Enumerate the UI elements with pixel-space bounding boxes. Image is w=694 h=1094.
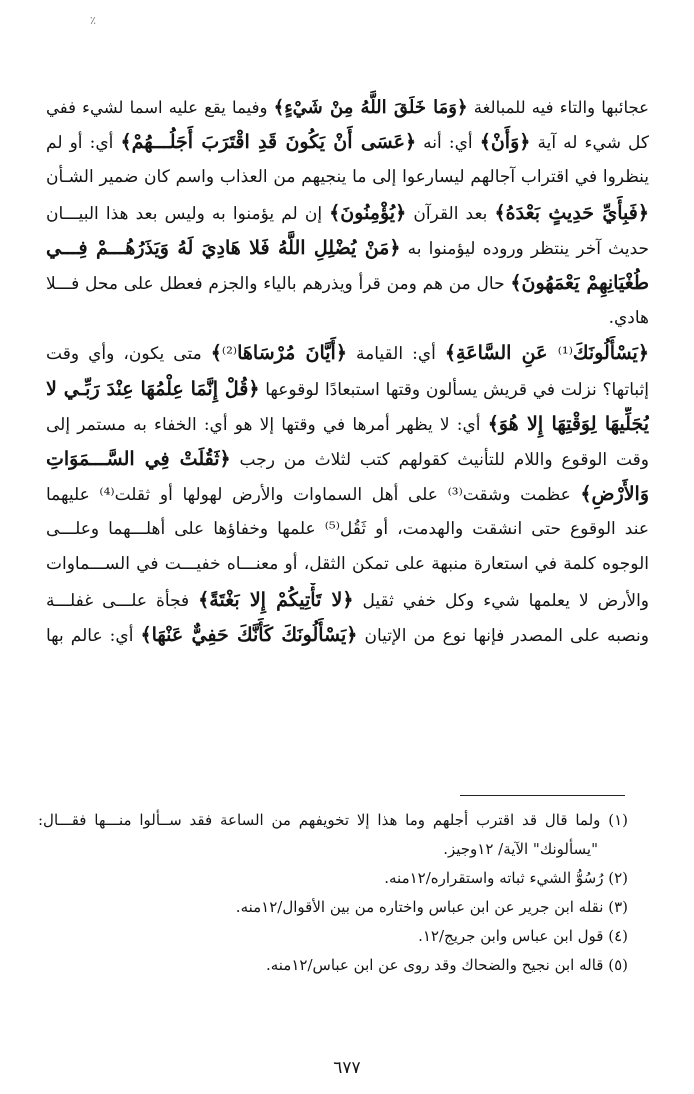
page-number: ٦٧٧ (333, 1058, 361, 1078)
quran-quote: ﴿ثَقُلَتْ فِي السَّـــمَوَاتِ (46, 447, 231, 470)
text-line (46, 266, 649, 301)
quran-quote: ﴿وَمَا خَلَقَ اللَّهُ مِنْ شَيْءٍ﴾ (273, 97, 468, 118)
quran-quote: عَنِ السَّاعَةِ﴾ (444, 342, 558, 365)
text-line (46, 442, 649, 477)
text-line (46, 583, 649, 618)
quran-quote: ﴿يَسْأَلُونَكَ (572, 342, 649, 365)
footnotes (38, 806, 628, 980)
text-line (46, 231, 649, 266)
quran-quote: ﴿يَسْأَلُونَكَ كَأَنَّكَ حَفِيٌّ عَنْهَا﴾ (140, 623, 358, 646)
quran-quote: ﴿قُلْ إِنَّمَا عِلْمُهَا عِنْدَ رَبِّـي لا (46, 377, 260, 400)
quran-quote: ﴾ (210, 342, 222, 365)
quran-quote: ﴿أَيَّانَ مُرْسَاهَا (237, 342, 347, 365)
commentary-text: إثباتها؟ نزلت في قريش يسألون وقتها استبعادًا لوقوعها (259, 379, 649, 400)
text-line (46, 336, 649, 371)
commentary-text: كل شيء له آية (530, 133, 649, 154)
text-line (46, 125, 649, 160)
quran-quote: يُجَلِّيهَا لِوَقْتِهَا إِلا هُوَ﴾ (487, 412, 649, 435)
commentary-text: والأرض لا يعلمها شيء وكل خفي ثقيل (353, 590, 649, 611)
text-line (46, 372, 649, 407)
quran-quote: طُغْيَانِهِمْ يَعْمَهُونَ﴾ (510, 271, 649, 294)
quran-quote: ﴿مَنْ يُضْلِلِ اللَّهُ فَلا هَادِيَ لَهُ وَيَذَرُهُـــمْ فِـــي (46, 236, 401, 259)
footnote-1-continued: "يسألونك" الآية/ ١٢وجيز. (443, 840, 598, 858)
commentary-text: وقت الوقوع واللام للتأنيث كقولهم كتب لثلاث من رجب (230, 449, 649, 470)
commentary-text: عند الوقوع حتى انشقت والهدمت، أو ثَقُل⁽⁵⁾ علمها وخفاؤها على أهلـــهما وعلـــى (46, 519, 649, 540)
quran-quote: ﴿عَسَى أَنْ يَكُونَ قَدِ اقْتَرَبَ أَجَلُـــهُمْ﴾ (120, 131, 417, 154)
footnote-2: (٢) رُسُوُّ الشيء ثباته واستقراره/١٢منه. (384, 869, 628, 887)
commentary-text: ونصبه على المصدر فإنها نوع من الإتيان (357, 625, 649, 646)
commentary-text: ⁽²⁾ (221, 344, 238, 365)
corner-mark: ٪ (90, 14, 96, 27)
commentary-text: متى يكون، وأي وقت (46, 344, 211, 365)
quran-quote: وَالأَرْضِ﴾ (580, 483, 649, 506)
quran-quote: ﴿يُؤْمِنُونَ﴾ (329, 201, 407, 224)
commentary-text: حال من هم ومن قرأ ويذرهم بالياء والجزم فعطل على محل فـــلا (46, 273, 511, 294)
commentary-text: أي: أنه (416, 133, 480, 154)
commentary-text: ⁽¹⁾ (557, 344, 573, 365)
text-line (46, 90, 649, 125)
commentary-text: هادي. (608, 308, 649, 329)
commentary-text: عجائبها والتاء فيه للمبالغة (467, 98, 649, 117)
footnote-1: (١) ولما قال قد اقترب أجلهم وما هذا إلا تخويفهم من الساعة فقد ســألوا منـــها فقـــال: (38, 811, 628, 829)
footnote-separator (460, 795, 625, 796)
commentary-text: أي: عالم بها (46, 625, 141, 646)
commentary-text: وفيما يقع عليه اسما لشيء ففي (46, 98, 274, 117)
commentary-text: الوجوه كلمة في استعارة منبهة على تمكن الثقل، أو معنـــاه خفيـــت في الســـماوات (46, 554, 649, 575)
commentary-text: أي: أو لم (46, 133, 121, 154)
text-line (46, 477, 649, 512)
footnote-5: (٥) قاله ابن نجيح والضحاك وقد روى عن ابن عباس/١٢منه. (265, 956, 628, 974)
commentary-text: حديث آخر ينتظر وروده ليؤمنوا به (400, 238, 649, 259)
commentary-text: أي: لا يظهر أمرها في وقتها إلا هو أي: الخفاء به مستمر إلى (46, 414, 488, 435)
text-line (46, 512, 649, 547)
text-line (46, 547, 649, 582)
text-line (46, 196, 649, 231)
footnote-4: (٤) قول ابن عباس وابن جريج/١٢. (418, 927, 628, 945)
text-line (46, 160, 649, 195)
quran-quote: ﴿فَبِأَيِّ حَدِيثٍ بَعْدَهُ﴾ (494, 201, 649, 224)
text-line (46, 301, 649, 336)
commentary-text: فجأة علـــى غفلـــة (46, 590, 199, 611)
commentary-text: ينظروا في اقتراب آجالهم ليسارعوا إلى ما ينجيهم من العذاب واسم كان ضمير الشـأن (46, 167, 649, 188)
text-line (46, 618, 649, 653)
commentary-text: أي: القيامة (346, 344, 445, 365)
commentary-text: بعد القرآن (406, 203, 495, 224)
commentary-text: عظمت وشقت⁽³⁾ على أهل السماوات والأرض لهولها أو ثقلت⁽⁴⁾ عليهما (46, 485, 581, 506)
quran-quote: ﴿وَأَنْ﴾ (479, 131, 531, 154)
footnote-3: (٣) نقله ابن جرير عن ابن عباس واختاره من بين الأقوال/١٢منه. (235, 898, 628, 916)
commentary-text: إن لم يؤمنوا به وليس بعد هذا البيـــان (46, 203, 330, 224)
main-text (46, 90, 649, 653)
quran-quote: ﴿لا تَأْتِيكُمْ إِلا بَغْتَةً﴾ (198, 588, 354, 611)
text-line (46, 407, 649, 442)
